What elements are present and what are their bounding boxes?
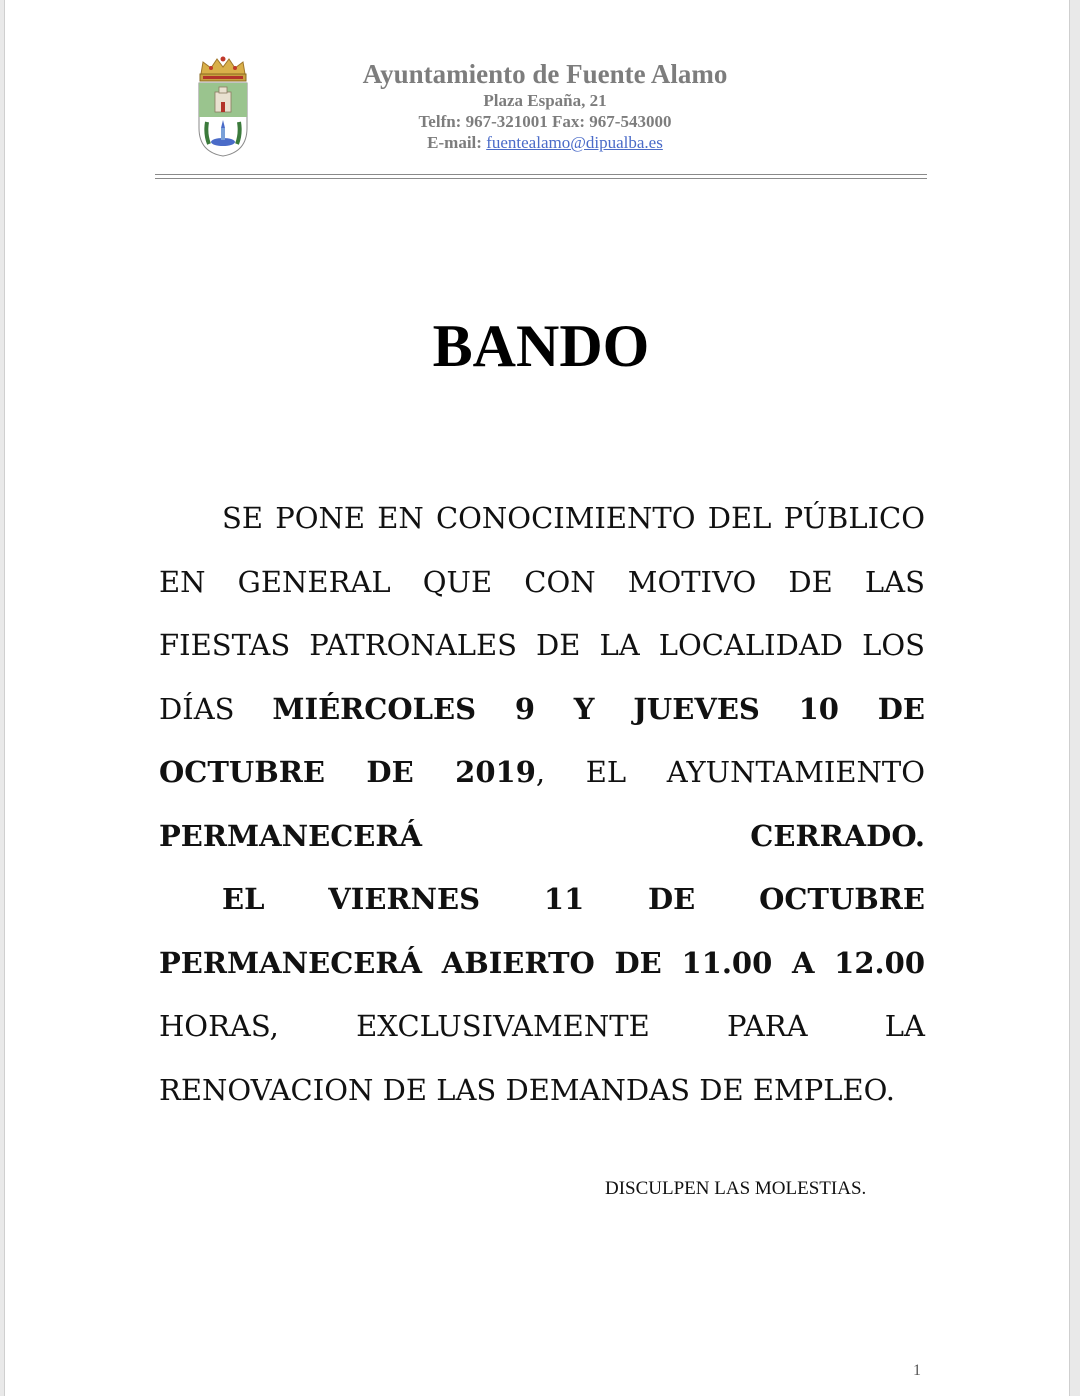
coat-of-arms-logo (193, 56, 253, 158)
document-page (4, 0, 1070, 1396)
announcement-body (159, 487, 925, 1122)
closure-dates: MIÉRCOLES 9 Y JUEVES 10 DE OCTUBRE DE 2019 (159, 691, 925, 789)
municipality-name: Ayuntamiento de Fuente Alamo (362, 59, 728, 89)
closure-status: PERMANECERÁ CERRADO. (159, 818, 925, 853)
letterhead (305, 58, 785, 153)
paragraph-opening (159, 868, 925, 1122)
email-line (305, 132, 785, 153)
email-label: E-mail: (427, 133, 482, 152)
document-heading: BANDO (432, 313, 650, 379)
closure-subject: , EL AYUNTAMIENTO (535, 755, 926, 789)
opening-purpose: HORAS, EXCLUSIVAMENTE PARA LA RENOVACION DE LAS DEMANDAS DE EMPLEO. (159, 1009, 925, 1107)
closure-intro: SE PONE EN CONOCIMIENTO DEL PÚBLICO EN GENERAL QUE CON MOTIVO DE LAS FIESTAS PATRONALES DE LA LOCALIDAD LOS DÍAS (159, 501, 925, 726)
closing-note: DISCULPEN LAS MOLESTIAS. (605, 1178, 867, 1199)
phone-fax: Telfn: 967-321001 Fax: 967-543000 (418, 112, 672, 131)
header-divider (155, 174, 927, 175)
paragraph-closure (159, 487, 925, 868)
opening-hours: EL VIERNES 11 DE OCTUBRE PERMANECERÁ ABIERTO DE 11.00 A 12.00 (159, 882, 925, 980)
email-link[interactable]: fuentealamo@dipualba.es (486, 133, 663, 152)
address: Plaza España, 21 (483, 91, 607, 110)
header-divider-second (155, 178, 927, 179)
page-number: 1 (913, 1362, 921, 1379)
